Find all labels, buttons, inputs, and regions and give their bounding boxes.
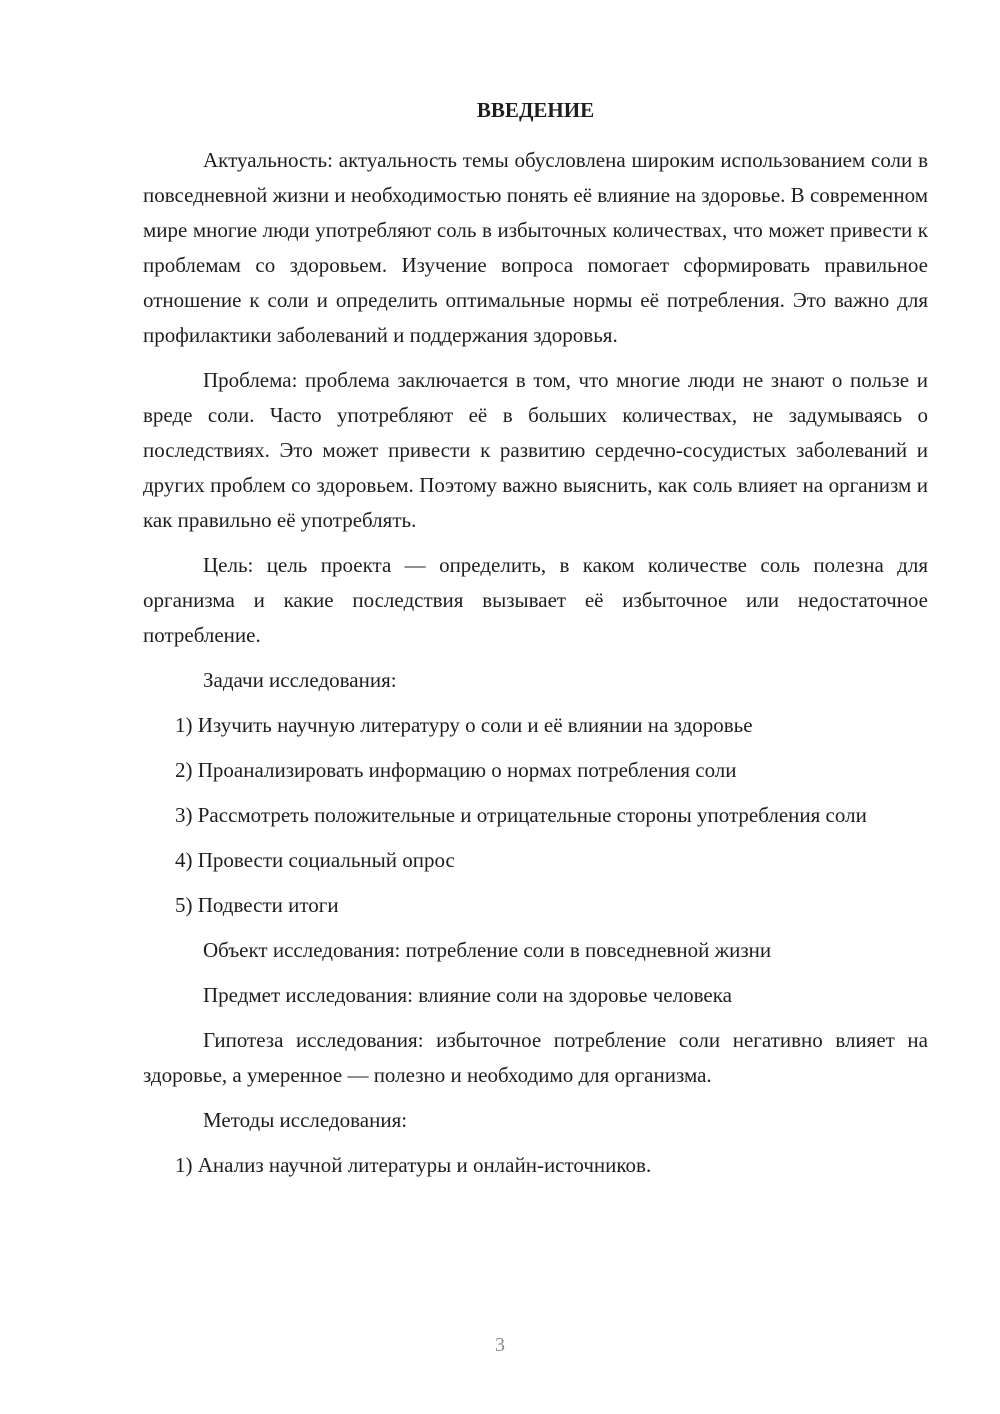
relevance-paragraph: Актуальность: актуальность темы обусловлена широким использованием соли в повседневной жизни и необходимостью понять её влияние на здоровье. В современном мире многие люди употребляют соль в избыточных количествах, что может привести к проблемам со здоровьем. Изучение вопроса помогает сформировать правильное отношение к соли и определить оптимальные нормы её потребления. Это важно для профилактики заболеваний и поддержания здоровья. [143, 148, 928, 347]
task-item: 2) Проанализировать информацию о нормах потребления соли [175, 758, 737, 782]
methods-title: Методы исследования: [203, 1108, 408, 1132]
hypothesis-paragraph: Гипотеза исследования: избыточное потребление соли негативно влияет на здоровье, а умеренное — полезно и необходимо для организма. [143, 1028, 928, 1087]
method-item: 1) Анализ научной литературы и онлайн-источников. [175, 1153, 652, 1177]
object-line: Объект исследования: потребление соли в повседневной жизни [203, 938, 772, 962]
document-body [143, 95, 928, 1193]
task-item: 4) Провести социальный опрос [175, 848, 455, 872]
subject-line: Предмет исследования: влияние соли на здоровье человека [203, 983, 732, 1007]
problem-paragraph: Проблема: проблема заключается в том, что многие люди не знают о пользе и вреде соли. Часто употребляют её в больших количествах, не задумываясь о последствиях. Это может привести к развитию сердечно-сосудистых заболеваний и других проблем со здоровьем. Поэтому важно выяснить, как соль влияет на организм и как правильно её употреблять. [143, 368, 928, 532]
task-item: 5) Подвести итоги [175, 893, 339, 917]
task-item: 1) Изучить научную литературу о соли и её влиянии на здоровье [175, 713, 753, 737]
goal-paragraph: Цель: цель проекта — определить, в каком количестве соль полезна для организма и какие последствия вызывает её избыточное или недостаточное потребление. [143, 553, 928, 647]
task-item: 3) Рассмотреть положительные и отрицательные стороны употребления соли [175, 803, 867, 827]
tasks-title: Задачи исследования: [203, 668, 397, 692]
page-number: 3 [495, 1334, 505, 1356]
section-heading: ВВЕДЕНИЕ [476, 98, 595, 122]
